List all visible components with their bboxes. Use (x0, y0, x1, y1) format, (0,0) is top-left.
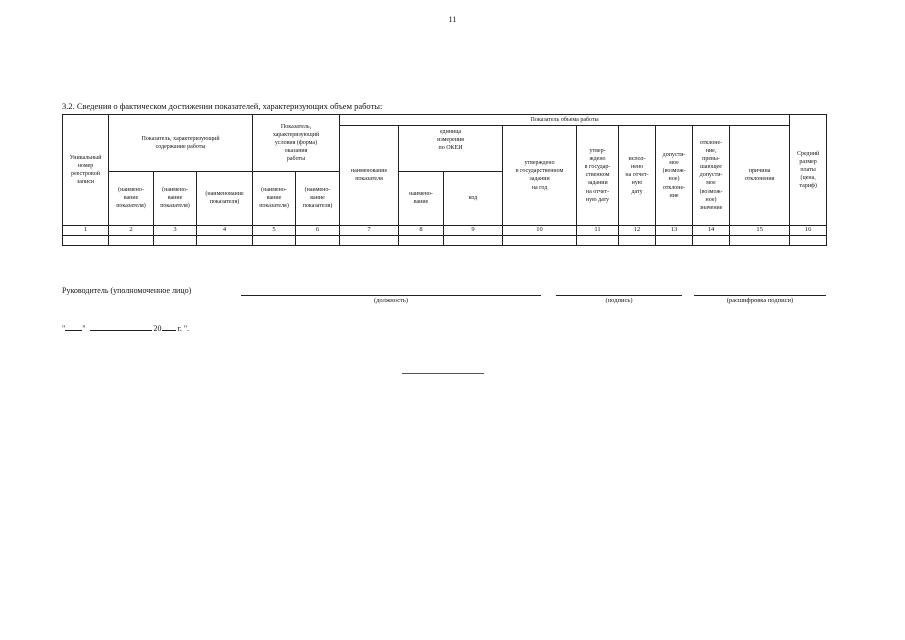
position-caption: (должность) (373, 297, 409, 304)
section-title: 3.2. Сведения о фактическом достижении показателей, характеризующих объем работы: (62, 101, 383, 111)
signature-caption: (подпись) (605, 297, 633, 304)
empty-cell[interactable] (253, 235, 296, 245)
header-volume-indicator: Показатель объема работы (340, 115, 790, 126)
column-number: 6 (296, 225, 340, 235)
date-line (62, 321, 189, 333)
empty-cell[interactable] (730, 235, 790, 245)
empty-cell[interactable] (693, 235, 730, 245)
header-indicator-name-5: (наимено- вание показателя) (296, 171, 340, 225)
work-volume-table (62, 114, 827, 246)
header-unit-name: наимено- вание (399, 171, 444, 225)
header-fulfilled: испол- нено на отчет- ную дату (619, 126, 656, 226)
empty-cell[interactable] (656, 235, 693, 245)
year-prefix: 20 (153, 324, 162, 333)
header-indicator-name-3: (наименование показателя) (197, 171, 253, 225)
empty-cell[interactable] (577, 235, 619, 245)
header-approved-report-date: утвер- ждено в государ- ственном задании на отчет- ную дату (577, 126, 619, 226)
header-indicator-name-4: (наимено- вание показателя) (253, 171, 296, 225)
column-number: 1 (63, 225, 109, 235)
column-number: 12 (619, 225, 656, 235)
header-conditions-indicator: Показатель, характеризующий условия (форма) оказания работы (253, 115, 340, 172)
header-indicator-name: наименование показателя (340, 126, 399, 226)
empty-cell[interactable] (197, 235, 253, 245)
page-number: 11 (448, 15, 457, 24)
empty-cell[interactable] (399, 235, 444, 245)
column-number: 4 (197, 225, 253, 235)
header-approved-year: утверждено в государственном задании на год (503, 126, 577, 226)
column-number: 14 (693, 225, 730, 235)
column-number: 10 (503, 225, 577, 235)
header-indicator-name-1: (наимено- вание показателя) (109, 171, 154, 225)
header-content-indicator: Показатель, характеризующий содержание работы (109, 115, 253, 172)
empty-cell[interactable] (444, 235, 503, 245)
head-signature-label: Руководитель (уполномоченное лицо) (62, 286, 192, 295)
decoding-caption: (расшифровка подписи) (726, 297, 794, 304)
empty-cell[interactable] (503, 235, 577, 245)
column-number: 16 (790, 225, 827, 235)
column-number-row (63, 225, 827, 235)
column-number: 7 (340, 225, 399, 235)
column-number: 15 (730, 225, 790, 235)
header-exceeding-deviation: отклоне- ние, превы- шающее допусти- мое (возмож- ное) значение (693, 126, 730, 226)
quote-open: " (62, 324, 66, 333)
empty-cell[interactable] (63, 235, 109, 245)
signature-line[interactable] (556, 295, 682, 296)
column-number: 8 (399, 225, 444, 235)
empty-cell[interactable] (154, 235, 197, 245)
empty-cell[interactable] (790, 235, 827, 245)
header-unit-okei: единица измерения по ОКЕИ (399, 126, 503, 172)
decoding-line[interactable] (694, 295, 826, 296)
column-number: 9 (444, 225, 503, 235)
header-unique-number: Уникальный номер реестровой записи (63, 115, 109, 226)
month-blank[interactable] (90, 321, 152, 331)
empty-cell[interactable] (340, 235, 399, 245)
column-number: 5 (253, 225, 296, 235)
empty-data-row (63, 235, 827, 245)
header-allowed-deviation: допусти- мое (возмож- ное) отклоне- ние (656, 126, 693, 226)
header-average-price: Средний размер платы (цена, тариф) (790, 115, 827, 226)
header-indicator-name-2: (наимено- вание показателя) (154, 171, 197, 225)
year-suffix: г. ". (175, 324, 190, 333)
empty-cell[interactable] (109, 235, 154, 245)
year-blank[interactable] (162, 321, 176, 331)
header-unit-code: код (444, 171, 503, 225)
column-number: 3 (154, 225, 197, 235)
column-number: 13 (656, 225, 693, 235)
header-deviation-reason: причина отклонения (730, 126, 790, 226)
footnote-separator (402, 373, 484, 374)
empty-cell[interactable] (619, 235, 656, 245)
empty-cell[interactable] (296, 235, 340, 245)
position-line[interactable] (241, 295, 541, 296)
column-number: 11 (577, 225, 619, 235)
day-blank[interactable] (65, 321, 82, 331)
quote-close: " (82, 324, 86, 333)
column-number: 2 (109, 225, 154, 235)
